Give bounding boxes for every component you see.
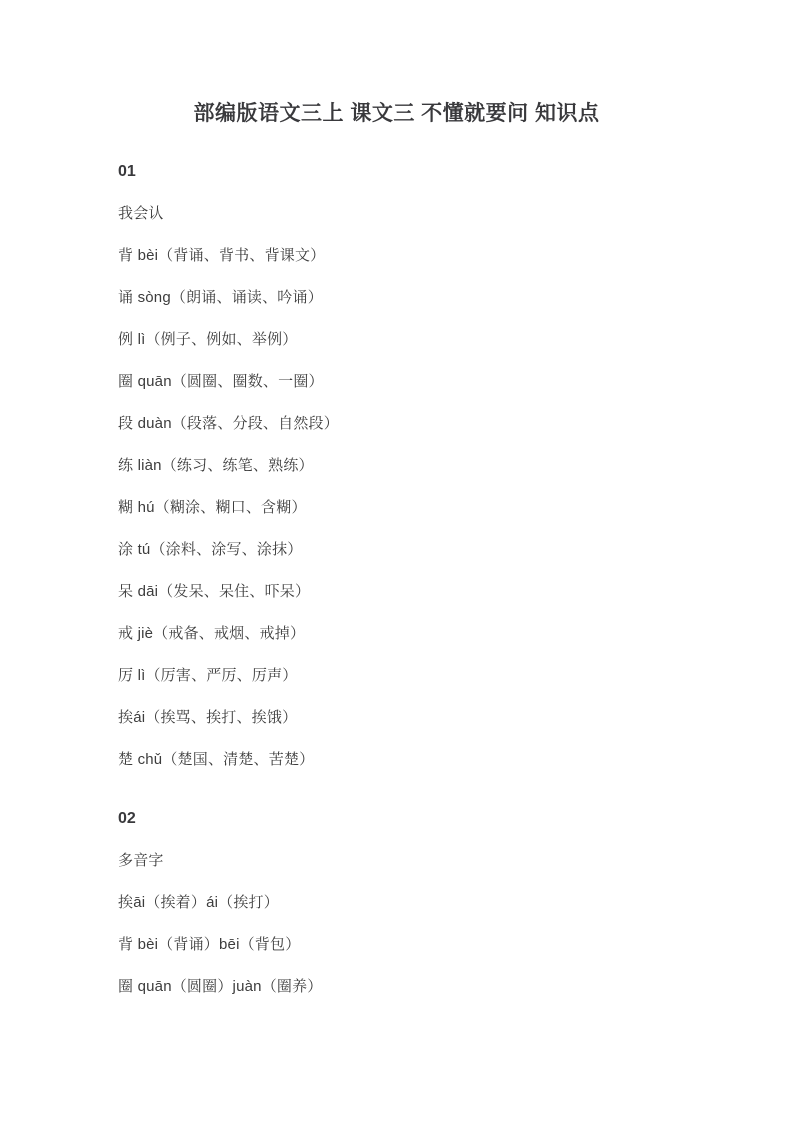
section-01 <box>118 162 793 769</box>
section-heading: 我会认 <box>118 205 164 222</box>
section-heading: 多音字 <box>118 852 164 869</box>
word-entry: 挨ái（挨骂、挨打、挨饿） <box>118 709 298 726</box>
word-entry: 背 bèi（背诵）bēi（背包） <box>118 936 301 953</box>
word-entry: 糊 hú（糊涂、糊口、含糊） <box>118 499 307 516</box>
word-entry: 圈 quān（圆圈、圈数、一圈） <box>118 373 324 390</box>
word-entry: 背 bèi（背诵、背书、背课文） <box>118 247 326 264</box>
word-entry: 练 liàn（练习、练笔、熟练） <box>118 457 314 474</box>
word-entry: 呆 dāi（发呆、呆住、吓呆） <box>118 583 311 600</box>
word-entry: 段 duàn（段落、分段、自然段） <box>118 415 339 432</box>
word-entry: 挨āi（挨着）ái（挨打） <box>118 894 279 911</box>
word-entry: 楚 chǔ（楚国、清楚、苦楚） <box>118 751 315 768</box>
document-content <box>118 162 793 996</box>
page-title: 部编版语文三上 课文三 不懂就要问 知识点 <box>193 102 600 125</box>
section-number: 02 <box>118 810 136 827</box>
word-entry: 诵 sòng（朗诵、诵读、吟诵） <box>118 289 323 306</box>
section-number: 01 <box>118 163 136 180</box>
word-entry: 戒 jiè（戒备、戒烟、戒掉） <box>118 625 306 642</box>
word-entry: 例 lì（例子、例如、举例） <box>118 331 298 348</box>
word-entry: 圈 quān（圆圈）juàn（圈养） <box>118 978 323 995</box>
word-entry: 厉 lì（厉害、严厉、厉声） <box>118 667 298 684</box>
section-02 <box>118 809 793 996</box>
word-entry: 涂 tú（涂料、涂写、涂抹） <box>118 541 303 558</box>
